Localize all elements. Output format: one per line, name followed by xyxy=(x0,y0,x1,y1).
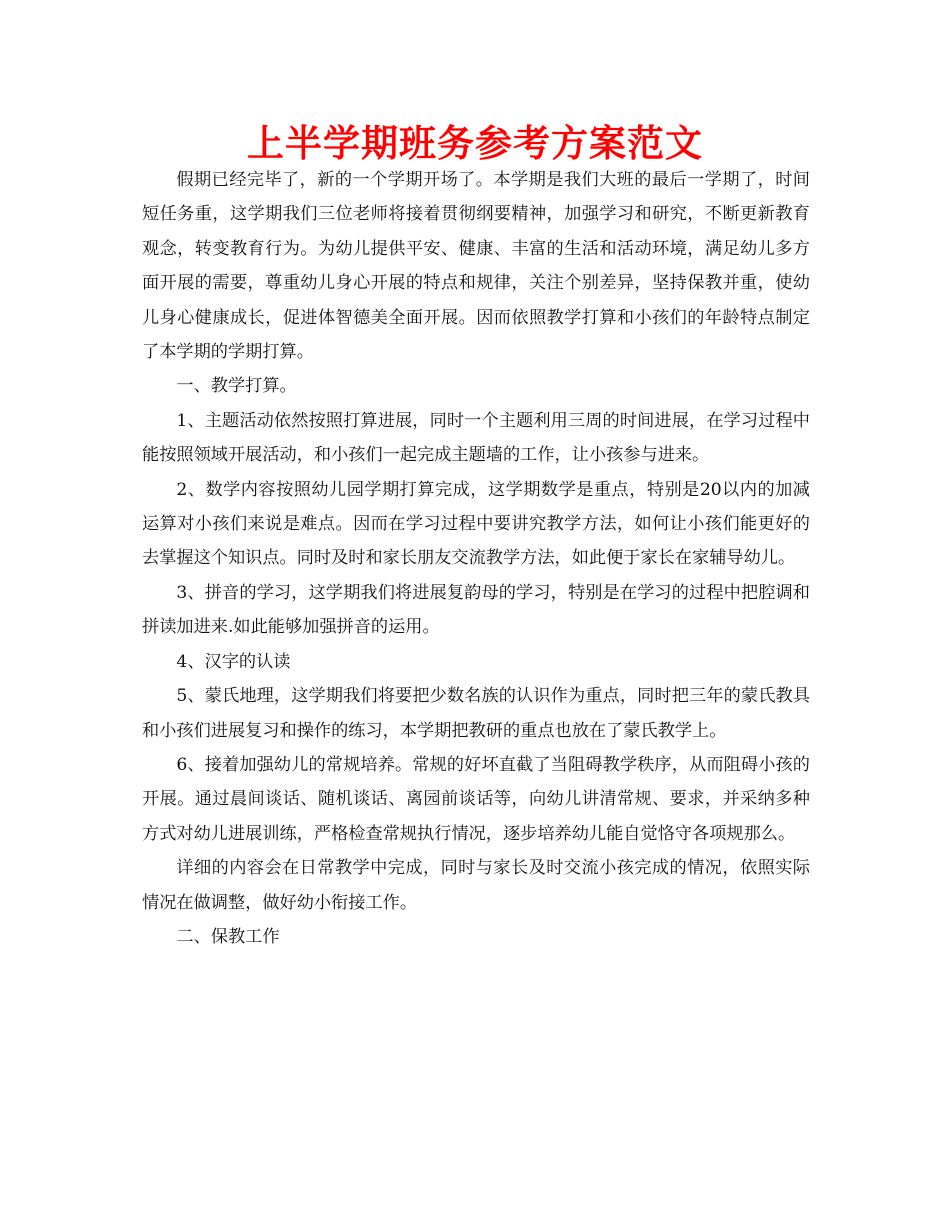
paragraph-summary: 详细的内容会在日常教学中完成，同时与家长及时交流小孩完成的情况，依照实际情况在做调整，做好幼小衔接工作。 xyxy=(142,858,810,913)
section-heading-teaching-plan: 一、教学打算。 xyxy=(176,376,297,397)
paragraph-item-2: 2、数学内容按照幼儿园学期打算完成，这学期数学是重点，特别是20以内的加减运算对小孩们来说是难点。因而在学习过程中要讲究教学方法，如何让小孩们能更好的去掌握这个知识点。同时及时和家长朋友交流教学方法，如此便于家长在家辅导幼儿。 xyxy=(142,479,810,569)
paragraph-item-3: 3、拼音的学习，这学期我们将进展复韵母的学习，特别是在学习的过程中把腔调和拼读加进来.如此能够加强拼音的运用。 xyxy=(142,582,810,638)
document-body xyxy=(142,163,810,954)
paragraph-item-5: 5、蒙氏地理，这学期我们将要把少数名族的认识作为重点，同时把三年的蒙氏教具和小孩们进展复习和操作的练习，本学期把教研的重点也放在了蒙氏教学上。 xyxy=(142,686,810,741)
document-title: 上半学期班务参考方案范文 xyxy=(247,122,703,165)
paragraph-item-4: 4、汉字的认读 xyxy=(176,651,291,672)
paragraph-item-1: 1、主题活动依然按照打算进展，同时一个主题利用三周的时间进展，在学习过程中能按照领域开展活动，和小孩们一起完成主题墙的工作，让小孩参与进来。 xyxy=(142,410,810,466)
section-heading-care-work: 二、保教工作 xyxy=(176,926,280,947)
paragraph-item-6: 6、接着加强幼儿的常规培养。常规的好坏直截了当阻碍教学秩序，从而阻碍小孩的开展。通过晨间谈话、随机谈话、离园前谈话等，向幼儿讲清常规、要求，并采纳多种方式对幼儿进展训练，严格检查常规执行情况，逐步培养幼儿能自觉恪守各项规那么。 xyxy=(142,754,810,844)
paragraph-intro: 假期已经完毕了，新的一个学期开场了。本学期是我们大班的最后一学期了，时间短任务重，这学期我们三位老师将接着贯彻纲要精神，加强学习和研究，不断更新教育观念，转变教育行为。为幼儿提供平安、健康、丰富的生活和活动环境，满足幼儿多方面开展的需要，尊重幼儿身心开展的特点和规律，关注个别差异，坚持保教并重，使幼儿身心健康成长，促进体智德美全面开展。因而依照教学打算和小孩们的年龄特点制定了本学期的学期打算。 xyxy=(142,170,810,363)
